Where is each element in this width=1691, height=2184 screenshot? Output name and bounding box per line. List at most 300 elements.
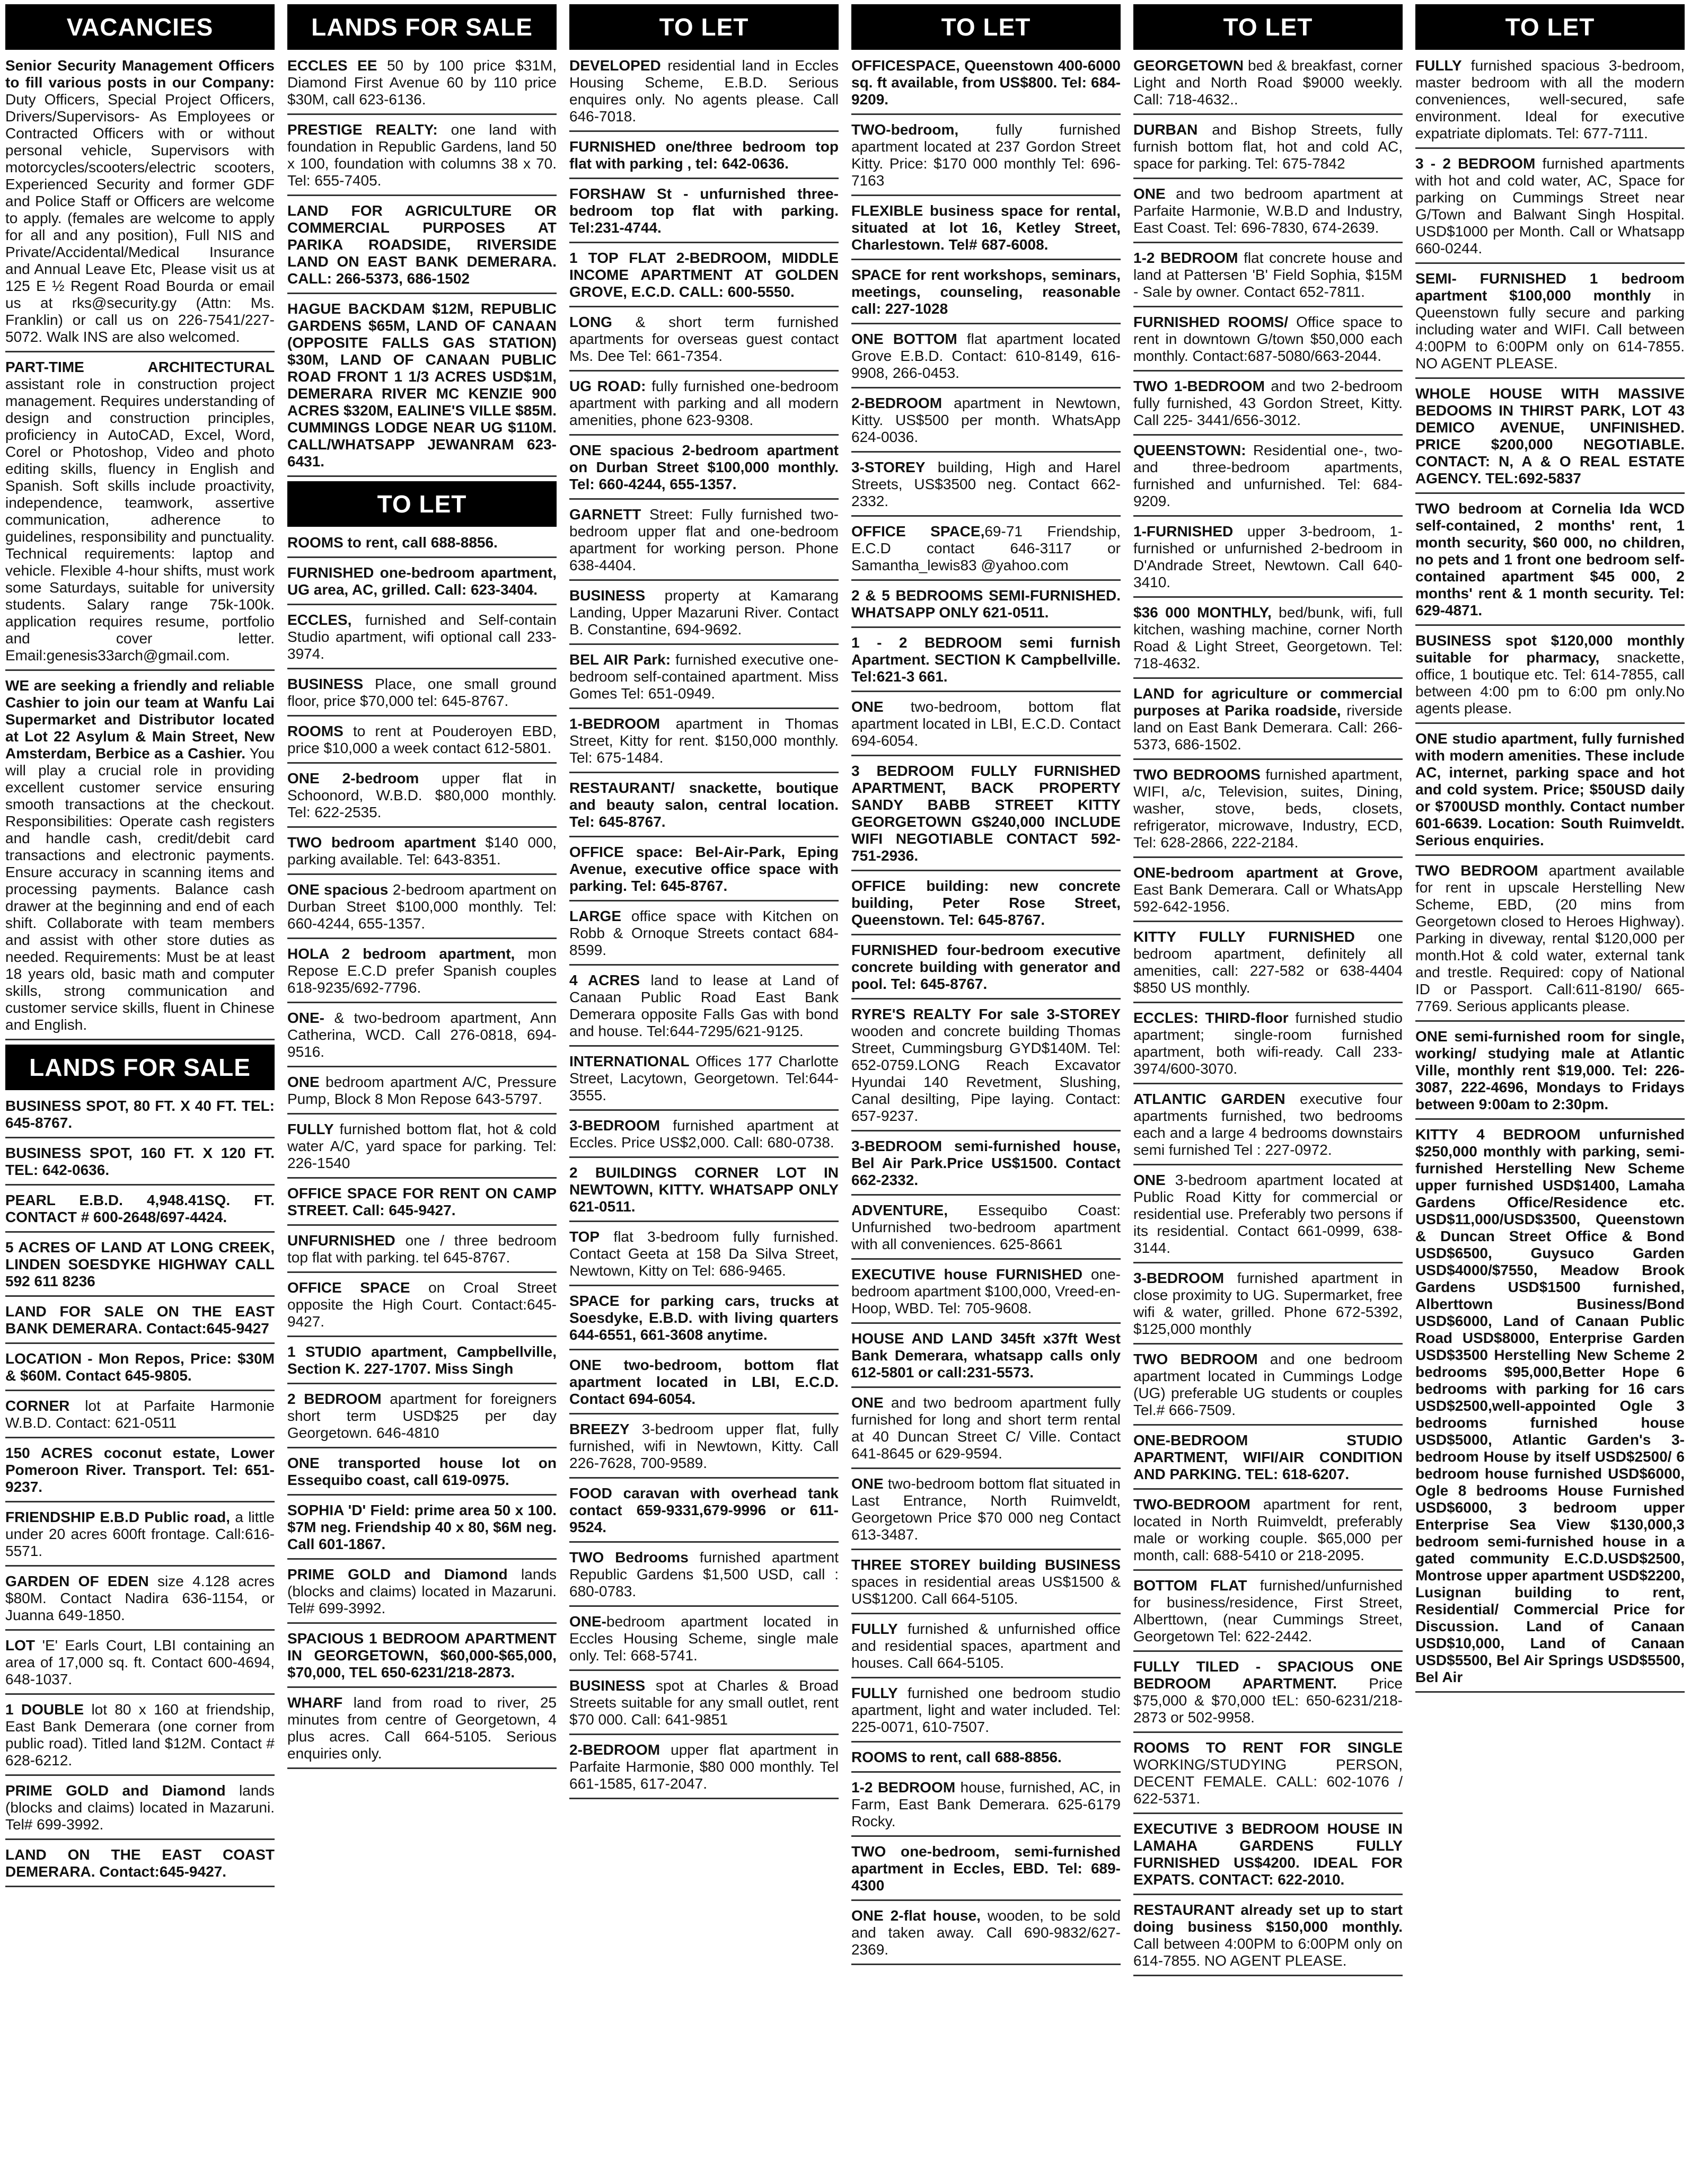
ad-lead: BREEZY: [569, 1421, 630, 1437]
ad-lead: TWO bedroom at Cornelia Ida WCD self-contained, 2 months' rent, 1 month security, $60 000, no children, no pets and 1 front one bedroom self-contained apartment $45 000, 2 months' rent & 1 month security. Tel: 629-4871.: [1415, 500, 1685, 618]
classified-ad: [1133, 183, 1403, 243]
classified-ad: [851, 585, 1121, 628]
ad-lead: HAGUE BACKDAM $12M, REPUBLIC GARDENS $65M, LAND OF CANAAN (OPPOSITE FALLS GAS STATION) $30M, LAND OF CANAAN PUBLIC ROAD FRONT 1 1/3 ACRES USD$1M, DEMERARA RIVER MC KENZIE 900 ACRES $320M, EALINE'S VILLE $85M. CUMMINGS LODGE NEAR UG $110M. CALL/WHATSAPP JEWANRAM 623-6431.: [287, 300, 557, 470]
ad-body: and two bedroom apartment at Parfaite Harmonie, W.B.D and Industry, East Coast. Tel: 696-7830, 674-2639.: [1133, 185, 1403, 236]
ad-body: furnished bottom flat, hot & cold water A/C, yard space for parking. Tel: 226-1540: [287, 1121, 557, 1171]
ad-body: lot at Parfaite Harmonie W.B.D. Contact: 621-0511: [5, 1398, 275, 1431]
ad-lead: 1 - 2 BEDROOM semi furnish Apartment. SECTION K Campbellville. Tel:621-3 661.: [851, 634, 1121, 685]
classified-ad: [1133, 1656, 1403, 1733]
ad-body: on Croal Street opposite the High Court. Contact:645-9427.: [287, 1279, 557, 1330]
classified-ad: [851, 1683, 1121, 1743]
classified-ad: [569, 1355, 839, 1414]
ad-body: bedroom apartment A/C, Pressure Pump, Block 8 Mon Repose 643-5797.: [287, 1074, 557, 1107]
classified-ad: [1133, 55, 1403, 115]
ad-lead: 2-BEDROOM: [851, 395, 943, 411]
classified-ad: [851, 393, 1121, 453]
ad-lead: TWO-BEDROOM: [1133, 1496, 1250, 1513]
column-5: [1133, 4, 1403, 2180]
ad-lead: ONE: [851, 698, 884, 715]
ad-lead: OFFICESPACE, Queenstown 400-6000 sq. ft available, from US$800. Tel: 684-9209.: [851, 57, 1121, 108]
ad-lead: OFFICE space: Bel-Air-Park, Eping Avenue, executive office space with parking. Tel: 645-8767.: [569, 844, 839, 894]
classified-ad: [287, 609, 557, 669]
classified-ad: [1415, 268, 1685, 379]
ad-lead: GARNETT: [569, 506, 641, 523]
classified-ad: [851, 457, 1121, 517]
ad-body: apartment for rent, located in North Ruimveldt, preferably male or working couple. $65,000 per month, call: 688-5410 or 218-2095.: [1133, 1496, 1403, 1563]
ad-body: fully furnished one-bedroom apartment with parking and all modern amenities, phone 623-9308.: [569, 378, 839, 428]
ad-body: & two-bedroom apartment, Ann Catherina, WCD. Call 276-0818, 694-9516.: [287, 1010, 557, 1060]
classified-ad: [569, 440, 839, 500]
ad-body: assistant role in construction project management. Requires understanding of design and construction principles, proficiency in AutoCAD, Excel, Word, Corel or Photoshop, Video and photo editing skills, fluency in English and Spanish. Soft skills include proactivity, independence, teamwork, assertive communication, adherence to guidelines, responsibility and punctuality. Technical requirements: laptop and vehicle. Flexible 4-hour shifts, must work some Saturdays, suitable for university students. Salary range 75k-100k. application requires resume, portfolio and cover letter. Email:genesis33arch@gmail.com.: [5, 376, 275, 664]
ad-lead: ONE: [851, 1475, 884, 1492]
ad-lead: $36 000 MONTHLY,: [1133, 604, 1272, 621]
ad-lead: ATLANTIC GARDEN: [1133, 1091, 1285, 1107]
classified-ad: [287, 119, 557, 196]
ad-lead: FULLY: [851, 1685, 898, 1701]
ad-lead: FURNISHED one/three bedroom top flat with parking , tel: 642-0636.: [569, 138, 839, 172]
classified-ad: [1133, 764, 1403, 858]
classified-ad: [5, 1635, 275, 1695]
ad-body: Place, one small ground floor, price $70,000 tel: 645-8767.: [287, 676, 557, 709]
ad-body: apartment available for rent in upscale Herstelling New Scheme, EBD, (20 mins from Georgetown closed to Heroes Highway). Parking in diveway, rental $120,000 per month.Hot & cold water, external tank and trestle. Required: copy of National ID or Passport. Call:611-8190/ 665-7769. Serious applicants please.: [1415, 862, 1685, 1014]
classified-ad: [1133, 1430, 1403, 1490]
classified-ad: [1133, 521, 1403, 598]
ad-lead: ONE: [1133, 1172, 1166, 1188]
classified-ad: [287, 298, 557, 477]
ad-lead: 1-BEDROOM: [569, 715, 660, 732]
ad-lead: 1 STUDIO apartment, Campbellville, Section K. 227-1707. Miss Singh: [287, 1343, 557, 1377]
section-header: TO LET: [569, 4, 839, 50]
ad-lead: BEL AIR Park:: [569, 651, 671, 668]
ad-body: and one bedroom apartment located in Cummings Lodge (UG) preferable UG students or couples Tel.# 666-7509.: [1133, 1351, 1403, 1418]
ad-lead: 3-STOREY: [851, 459, 926, 475]
classified-ad: [287, 879, 557, 939]
ad-lead: 1 TOP FLAT 2-BEDROOM, MIDDLE INCOME APARTMENT AT GOLDEN GROVE, E.C.D. CALL: 600-5550.: [569, 250, 839, 300]
ad-lead: SOPHIA 'D' Field: prime area 50 x 100. $7M neg. Friendship 40 x 80, $6M neg. Call 601-1867.: [287, 1502, 557, 1552]
ad-lead: LAND FOR SALE ON THE EAST BANK DEMERARA. Contact:645-9427: [5, 1303, 275, 1337]
ad-lead: ONE 2-bedroom: [287, 770, 419, 786]
classified-ad: [851, 1841, 1121, 1901]
classified-ad: [287, 832, 557, 875]
classified-ad: [851, 264, 1121, 324]
ad-body: East Bank Demerara. Call or WhatsApp 592-642-1956.: [1133, 881, 1403, 915]
ad-lead: EXECUTIVE 3 BEDROOM HOUSE IN LAMAHA GARDENS FULLY FURNISHED US$4200. IDEAL FOR EXPATS. CONTACT: 622-2010.: [1133, 1820, 1403, 1888]
ad-lead: PART-TIME ARCHITECTURAL: [5, 359, 275, 375]
ad-body: in Queenstown fully secure and parking including water and WIFI. Call between 4:00PM to 6:00PM only on 614-7855. NO AGENT PLEASE.: [1415, 287, 1685, 372]
ad-body: mon Repose E.C.D prefer Spanish couples 618-9235/692-7796.: [287, 945, 557, 996]
ad-lead: SPACE for rent workshops, seminars, meetings, counseling, reasonable call: 227-1028: [851, 267, 1121, 317]
classified-ad: [569, 713, 839, 773]
ad-lead: FURNISHED one-bedroom apartment, UG area, AC, grilled. Call: 623-3404.: [287, 564, 557, 598]
classified-ad: [851, 55, 1121, 115]
ad-body: 'E' Earls Court, LBI containing an area of 17,000 sq. ft. Contact 600-4694, 648-1037.: [5, 1637, 275, 1687]
ad-lead: ECCLES,: [287, 612, 352, 628]
ad-body: furnished one bedroom studio apartment, light and water included. Tel: 225-0071, 610-7507.: [851, 1685, 1121, 1735]
ad-lead: ROOMS to rent, call 688-8856.: [287, 534, 498, 551]
ad-body: building, High and Harel Streets, US$3500 neg. Contact 662-2332.: [851, 459, 1121, 509]
ad-lead: 1-2 BEDROOM: [1133, 250, 1238, 266]
classified-ad: [1415, 153, 1685, 264]
ad-lead: QUEENSTOWN:: [1133, 442, 1246, 458]
ad-body: flat 3-bedroom fully furnished. Contact Geeta at 158 Da Silva Street, Newtown, Kitty on Tel: 686-9465.: [569, 1228, 839, 1279]
section-header: LANDS FOR SALE: [5, 1045, 275, 1090]
ad-lead: LONG: [569, 314, 612, 330]
ad-lead: LARGE: [569, 908, 621, 924]
ad-body: lot 80 x 160 at friendship, East Bank Demerara (one corner from public road). Titled land $12M. Contact # 628-6212.: [5, 1701, 275, 1769]
classified-ad: [5, 357, 275, 671]
ad-body: flat apartment located Grove E.B.D. Contact: 610-8149, 616-9908, 266-0453.: [851, 331, 1121, 381]
classified-ad: [287, 1119, 557, 1179]
ad-lead: 3-BEDROOM: [1133, 1270, 1225, 1286]
ad-lead: LAND FOR AGRICULTURE OR COMMERCIAL PURPOSES AT PARIKA ROADSIDE, RIVERSIDE LAND ON EAST BANK DEMERARA. CALL: 266-5373, 686-1502: [287, 202, 557, 287]
ad-body: wooden and concrete building Thomas Street, Cummingsburg GYD$140M. Tel: 652-0759.LONG Reach Excavator Hyundai 140 Revetment, Slushing, Canal desilting, Pipe laying. Contact: 657-9237.: [851, 1023, 1121, 1124]
ad-lead: LOCATION - Mon Repos, Price: $30M & $60M. Contact 645-9805.: [5, 1350, 275, 1384]
classified-ad: [5, 1095, 275, 1138]
ad-lead: SEMI- FURNISHED 1 bedroom apartment $100,000 monthly: [1415, 270, 1685, 304]
ad-lead: GEORGETOWN: [1133, 57, 1244, 74]
ad-lead: TWO BEDROOM: [1133, 1351, 1258, 1367]
ad-lead: ECCLES: THIRD-floor: [1133, 1010, 1289, 1026]
ad-lead: OFFICE SPACE,: [851, 523, 985, 540]
ad-lead: ONE 2-flat house,: [851, 1907, 981, 1924]
ad-body: to rent at Pouderoyen EBD, price $10,000 a week contact 612-5801.: [287, 723, 557, 756]
ad-lead: WE are seeking a friendly and reliable Cashier to join our team at Wanfu Lai Supermarket and Distributor located at Lot 22 Asylum & Main Street, New Amsterdam, Berbice as a Cashier.: [5, 677, 275, 762]
ad-lead: FURNISHED four-bedroom executive concrete building with generator and pool. Tel: 645-8767.: [851, 942, 1121, 992]
ad-lead: OFFICE SPACE FOR RENT ON CAMP STREET. Call: 645-9427.: [287, 1185, 557, 1218]
ad-body: fully furnished apartment located at 237 Gordon Street Kitty. Price: $170 000 monthly Tel: 696-7163: [851, 121, 1121, 189]
classified-ad: [851, 876, 1121, 935]
classified-ad: [287, 943, 557, 1003]
classified-ad: [851, 1004, 1121, 1131]
classified-ad: [851, 1777, 1121, 1837]
classified-ad: [569, 1162, 839, 1222]
ad-lead: TWO-bedroom,: [851, 121, 959, 138]
ad-body: apartment in Thomas Street, Kitty for rent. $150,000 monthly. Tel: 675-1484.: [569, 715, 839, 766]
ad-lead: SPACE for parking cars, trucks at Soesdyke, E.B.D. with living quarters 644-6551, 661-3608 anytime.: [569, 1293, 839, 1343]
classified-ad: [569, 970, 839, 1047]
ad-lead: FULLY: [287, 1121, 334, 1137]
classified-ad: [851, 521, 1121, 581]
classified-ad: [851, 696, 1121, 756]
classified-ad: [851, 1392, 1121, 1469]
classified-ad: [1133, 1268, 1403, 1345]
classified-ad: [1133, 862, 1403, 922]
classified-ad: [851, 1200, 1121, 1260]
ad-body: furnished and Self-contain Studio apartment, wifi optional call 233-3974.: [287, 612, 557, 662]
classified-ad: [1415, 728, 1685, 856]
ad-lead: ECCLES EE: [287, 57, 377, 74]
ad-lead: FLEXIBLE business space for rental, situated at lot 16, Ketley Street, Charlestown. Tel# 687-6008.: [851, 202, 1121, 253]
classified-ad: [569, 1675, 839, 1735]
ad-body: 69-71 Friendship, E.C.D contact 646-3117 or Samantha_lewis83 @yahoo.com: [851, 523, 1121, 573]
classified-ad: [851, 632, 1121, 692]
ad-body: and Bishop Streets, fully furnish bottom flat, hot and cold AC, space for parking. Tel: 675-7842: [1133, 121, 1403, 172]
ad-body: office space with Kitchen on Robb & Ornoque Streets contact 684-8599.: [569, 908, 839, 958]
ad-lead: TWO one-bedroom, semi-furnished apartment in Eccles, EBD. Tel: 689-4300: [851, 1843, 1121, 1894]
classified-ad: [1133, 1575, 1403, 1652]
ad-lead: ONE-: [569, 1613, 606, 1630]
ad-lead: RESTAURANT already set up to start doing business $150,000 monthly.: [1133, 1902, 1403, 1935]
classified-ad: [569, 312, 839, 372]
ad-lead: FULLY: [1415, 57, 1462, 74]
ad-lead: RESTAURANT/ snackette, boutique and beauty salon, central location. Tel: 645-8767.: [569, 780, 839, 830]
ad-lead: INTERNATIONAL: [569, 1053, 690, 1069]
section-header: TO LET: [1415, 4, 1685, 50]
ad-lead: BUSINESS: [569, 587, 646, 604]
ad-lead: ONE: [851, 1394, 884, 1411]
classified-ad: [569, 1226, 839, 1286]
ad-lead: LAND for agriculture or commercial purposes at Parika roadside,: [1133, 685, 1403, 719]
classified-ad: [1133, 1170, 1403, 1263]
ad-lead: EXECUTIVE house FURNISHED: [851, 1266, 1083, 1283]
ad-lead: PRIME GOLD and Diamond: [5, 1782, 226, 1799]
ad-lead: ONE spacious 2-bedroom apartment on Durban Street $100,000 monthly. Tel: 660-4244, 655-1357.: [569, 442, 839, 492]
ad-lead: TWO BEDROOM: [1415, 862, 1538, 879]
classified-ad: [5, 1143, 275, 1186]
ad-body: furnished studio apartment; single-room furnished apartment, both wifi-ready. Call 233-3974/600-3070.: [1133, 1010, 1403, 1077]
ad-body: one / three bedroom top flat with parking. tel 645-8767.: [287, 1232, 557, 1266]
ad-lead: TWO Bedrooms: [569, 1549, 689, 1566]
classified-ad: [569, 1611, 839, 1671]
ad-body: land to lease at Land of Canaan Public Road East Bank Demerara opposite Falls Gas with bond and house. Tel:644-7295/621-9125.: [569, 972, 839, 1039]
ad-body: furnished/unfurnished for business/residence, First Street, Alberttown, (near Cummings Street, Georgetown Tel: 622-2442.: [1133, 1577, 1403, 1644]
ad-body: spaces in residential areas US$1500 & US$1200. Call 664-5105.: [851, 1573, 1121, 1607]
ad-lead: ROOMS to rent, call 688-8856.: [851, 1749, 1062, 1765]
classified-ad: [569, 842, 839, 901]
classified-ad: [5, 1507, 275, 1567]
ad-lead: ONE: [1133, 185, 1166, 202]
classified-ad: [5, 1301, 275, 1344]
ad-body: furnished apartment at Eccles. Price US$2,000. Call: 680-0738.: [569, 1117, 839, 1151]
ad-lead: DEVELOPED: [569, 57, 661, 74]
classified-ad: [5, 1571, 275, 1631]
ad-lead: PRESTIGE REALTY:: [287, 121, 438, 138]
classified-ad: [1133, 247, 1403, 307]
classified-ad: [569, 1051, 839, 1111]
ad-body: land from road to river, 25 minutes from centre of Georgetown, 4 plus acres. Call 664-5105. Serious enquiries only.: [287, 1694, 557, 1762]
classified-ad: [569, 136, 839, 179]
ad-lead: KITTY FULLY FURNISHED: [1133, 929, 1355, 945]
classified-ad: [5, 1237, 275, 1297]
classified-ad: [5, 1844, 275, 1887]
ad-lead: KITTY 4 BEDROOM unfurnished $250,000 monthly with parking, semi-furnished Herstelling New Scheme upper furnished USD$1400, Lamaha Gardens Office/Residence etc. USD$11,000/USD$3500, Queenstown & Duncan Street Office & Bond USD$6500, Guysuco Garden USD$4000/$7550, Meadow Brook Gardens USD$1500 furnished, Alberttown Business/Bond USD$6000, Land of Canaan Public Road USD$8000, Enterprise Garden USD$3500 Herstelling New Scheme 2 bedrooms $95,000,Better Hope 6 bedrooms with parking for 16 cars USD$2500,well-appointed Ogle 3 bedrooms furnished house USD$5000, Atlantic Garden's 3-bedroom House by itself USD$2500/ 6 bedroom house furnished USD$6000, Ogle 8 bedrooms House Furnished USD$6000, 3 bedroom upper Enterprise Sea View $130,000,3 bedroom semi-furnished house in a gated community E.C.D.USD$2500, Montrose upper apartment USD$2200, Lusignan building to rent, Residential/ Commercial Price for Discussion. Land of Canaan USD$10,000, Land of Canaan USD$5500, Bel Air Springs USD$5500, Bel Air: [1415, 1126, 1685, 1685]
classified-ad: [287, 1341, 557, 1384]
ad-lead: FOOD caravan with overhead tank contact 659-9331,679-9996 or 611-9524.: [569, 1485, 839, 1535]
ad-body: snackette, office, 1 boutique etc. Tel: 614-7855, call between 4:00 pm to 6:00 pm only.No agents please.: [1415, 649, 1685, 717]
ad-body: 50 by 100 price $31M, Diamond First Avenue 60 by 110 price $30M, call 623-6136.: [287, 57, 557, 108]
classified-ad: [1415, 1124, 1685, 1693]
ad-body: furnished apartment Republic Gardens $1,500 USD, call : 680-0783.: [569, 1549, 839, 1599]
classified-ad: [287, 674, 557, 717]
classified-ad: [851, 1328, 1121, 1388]
ad-body: size 4.128 acres $80M. Contact Nadira 636-1154, or Juanna 649-1850.: [5, 1573, 275, 1623]
ad-lead: LAND ON THE EAST COAST DEMERARA. Contact:645-9427.: [5, 1846, 275, 1880]
classified-ad: [851, 1473, 1121, 1550]
ad-lead: HOLA 2 bedroom apartment,: [287, 945, 515, 962]
ad-body: Residential one-, two- and three-bedroom apartments, furnished and unfurnished. Tel: 684-9209.: [1133, 442, 1403, 509]
ad-body: upper 3-bedroom, 1-furnished or unfurnished 2-bedroom in D'Andrade Street, Newtown. Call 640-3410.: [1133, 523, 1403, 590]
classified-ad: [287, 1230, 557, 1273]
classified-ad: [1415, 1026, 1685, 1120]
ad-lead: 1-FURNISHED: [1133, 523, 1234, 540]
classified-ad: [1133, 119, 1403, 179]
classified-ad: [1133, 1737, 1403, 1814]
classified-ad: [287, 1628, 557, 1688]
section-header: TO LET: [851, 4, 1121, 50]
ad-lead: UG ROAD:: [569, 378, 646, 394]
ad-lead: 2 & 5 BEDROOMS SEMI-FURNISHED. WHATSAPP ONLY 621-0511.: [851, 587, 1121, 621]
classified-ad: [569, 376, 839, 436]
ad-body: house, furnished, AC, in Farm, East Bank Demerara. 625-6179 Rocky.: [851, 1779, 1121, 1829]
ad-body: Offices 177 Charlotte Street, Lacytown, Georgetown. Tel:644-3555.: [569, 1053, 839, 1103]
classified-ad: [569, 1115, 839, 1158]
ad-lead: OFFICE SPACE: [287, 1279, 410, 1296]
ad-lead: PRIME GOLD and Diamond: [287, 1566, 508, 1582]
ad-lead: 2-BEDROOM: [569, 1741, 660, 1758]
classified-ad: [287, 532, 557, 558]
ad-body: furnished spacious 3-bedroom, master bedroom with all the modern conveniences, well-secured, safe environment. Ideal for executive expatriate diplomats. Tel: 677-7111.: [1415, 57, 1685, 142]
ad-lead: FULLY TILED - SPACIOUS ONE BEDROOM APARTMENT.: [1133, 1658, 1403, 1692]
classified-ad: [287, 1007, 557, 1067]
ad-body: apartment for foreigners short term USD$25 per day Georgetown. 646-4810: [287, 1391, 557, 1441]
classified-ad: [569, 1547, 839, 1607]
ad-lead: LOT: [5, 1637, 35, 1654]
ad-lead: BUSINESS SPOT, 160 FT. X 120 FT. TEL: 642-0636.: [5, 1145, 275, 1178]
classified-ad: [569, 504, 839, 581]
ad-lead: 3 BEDROOM FULLY FURNISHED APARTMENT, BACK PROPERTY SANDY BABB STREET KITTY GEORGETOWN G$240,000 INCLUDE WIFI NEGOTIABLE CONTACT 592-751-2936.: [851, 763, 1121, 864]
ad-lead: ROOMS: [287, 723, 344, 739]
classified-ad: [851, 119, 1121, 196]
ad-lead: WHARF: [287, 1694, 343, 1711]
classified-ad: [851, 329, 1121, 388]
ad-lead: 2 BEDROOM: [287, 1391, 382, 1407]
ad-lead: SPACIOUS 1 BEDROOM APARTMENT IN GEORGETOWN, $60,000-$65,000, $70,000, TEL 650-6231/218-2873.: [287, 1630, 557, 1681]
ad-lead: 1-2 BEDROOM: [851, 1779, 956, 1796]
classified-ad: [851, 1905, 1121, 1965]
ad-lead: FORSHAW St - unfurnished three-bedroom top flat with parking. Tel:231-4744.: [569, 185, 839, 236]
classified-ad: [569, 1739, 839, 1799]
classified-ad: [287, 1389, 557, 1448]
classified-ad: [569, 55, 839, 132]
classified-ad: [569, 1419, 839, 1479]
ad-body: a little under 20 acres 600ft frontage. Call:616-5571.: [5, 1509, 275, 1559]
ad-lead: ROOMS TO RENT FOR SINGLE: [1133, 1739, 1403, 1756]
classified-ad: [287, 55, 557, 115]
ad-body: 3-bedroom apartment located at Public Road Kitty for commercial or residential use. Preferably two persons if its residential. Contact 661-0999, 638-3144.: [1133, 1172, 1403, 1256]
classified-ad: [5, 1190, 275, 1233]
ad-lead: TWO 1-BEDROOM: [1133, 378, 1265, 394]
classified-ad: [5, 1780, 275, 1840]
classified-ad: [1133, 1349, 1403, 1426]
ad-body: furnished & unfurnished office and residential spaces, apartment and houses. Call 664-5105.: [851, 1621, 1121, 1671]
ad-lead: BUSINESS: [287, 676, 364, 692]
ad-body: $140 000, parking available. Tel: 643-8351.: [287, 834, 557, 868]
classified-ad: [1415, 860, 1685, 1022]
ad-body: Call between 4:00PM to 6:00PM only on 614-7855. NO AGENT PLEASE.: [1133, 1935, 1403, 1969]
classified-ad: [851, 940, 1121, 1000]
ad-lead: 4 ACRES: [569, 972, 640, 988]
ad-lead: FULLY: [851, 1621, 898, 1637]
ad-lead: RYRE'S REALTY For sale 3-STOREY: [851, 1006, 1121, 1022]
ad-body: furnished apartment in close proximity to UG. Supermarket, free wifi & water, grilled. Phone 672-5392, $125,000 monthly: [1133, 1270, 1403, 1337]
ad-body: upper flat in Schoonord, W.B.D. $80,000 monthly. Tel: 622-2535.: [287, 770, 557, 820]
ad-body: 3-bedroom upper flat, fully furnished, wifi in Newtown, Kitty. Call 226-7628, 700-9589.: [569, 1421, 839, 1471]
column-6: [1415, 4, 1685, 2180]
ad-body: one-bedroom apartment $100,000, Vreed-en-Hoop, WBD. Tel: 705-9608.: [851, 1266, 1121, 1316]
classified-ad: [1133, 1818, 1403, 1895]
classified-ad: [851, 1136, 1121, 1196]
ad-lead: BUSINESS spot $120,000 monthly suitable for pharmacy,: [1415, 632, 1685, 666]
classified-ad: [287, 1277, 557, 1337]
ad-lead: Senior Security Management Officers to fill various posts in our Company:: [5, 57, 275, 91]
ad-lead: TWO bedroom apartment: [287, 834, 476, 851]
ad-body: apartment in Newtown, Kitty. US$500 per month. WhatsApp 624-0036.: [851, 395, 1121, 445]
ad-lead: DURBAN: [1133, 121, 1198, 138]
classified-ad: [287, 1564, 557, 1624]
classified-ad: [287, 562, 557, 605]
ad-lead: BUSINESS SPOT, 80 FT. X 40 FT. TEL: 645-8767.: [5, 1098, 275, 1131]
classified-ad: [287, 1072, 557, 1115]
ad-lead: ONE: [287, 1074, 320, 1090]
ad-lead: ADVENTURE,: [851, 1202, 948, 1218]
classified-ad: [569, 1290, 839, 1350]
column-2: [287, 4, 557, 2180]
classified-ad: [1133, 1494, 1403, 1571]
ad-body: and two bedroom apartment fully furnished for long and short term rental at 40 Duncan Street C/ Ville. Contact 641-8645 or 629-9594.: [851, 1394, 1121, 1462]
classified-ad: [1415, 383, 1685, 494]
classified-ad: [5, 1699, 275, 1776]
classified-ad: [1133, 440, 1403, 517]
classified-ad: [5, 55, 275, 352]
classified-ad: [569, 1483, 839, 1543]
classified-ad: [287, 1183, 557, 1226]
classified-ad: [851, 1554, 1121, 1614]
ad-body: wooden, to be sold and taken away. Call 690-9832/627-2369.: [851, 1907, 1121, 1958]
classified-ad: [1133, 376, 1403, 436]
ad-body: Office space to rent in downtown G/town $50,000 each monthly. Contact:687-5080/663-2044.: [1133, 314, 1403, 364]
classified-ad: [569, 906, 839, 966]
classifieds-page: [5, 4, 1686, 2180]
classified-ad: [5, 1348, 275, 1391]
classified-ad: [1133, 926, 1403, 1003]
ad-lead: OFFICE building: new concrete building, Peter Rose Street, Queenstown. Tel: 645-8767.: [851, 878, 1121, 928]
ad-body: You will play a crucial role in providing excellent customer service ensuring smooth transactions at the checkout. Responsibilities: Operate cash registers and handle cash, credit/debit card transactions and electronic payments. Ensure accuracy in scanning items and processing payments. Balance cash drawer at the beginning and end of each shift. Collaborate with team members and assist with other store duties as needed. Requirements: Must be at least 18 years old, basic math and computer skills, strong communication and customer service skills, fluent in Chinese and English.: [5, 745, 275, 1033]
ad-lead: FURNISHED ROOMS/: [1133, 314, 1288, 330]
classified-ad: [287, 1453, 557, 1496]
ad-lead: 2 BUILDINGS CORNER LOT IN NEWTOWN, KITTY. WHATSAPP ONLY 621-0511.: [569, 1164, 839, 1215]
classified-ad: [1133, 602, 1403, 679]
classified-ad: [851, 1747, 1121, 1773]
section-header: TO LET: [1133, 4, 1403, 50]
ad-lead: BUSINESS: [569, 1677, 646, 1694]
classified-ad: [1133, 683, 1403, 760]
ad-body: one land with foundation in Republic Gardens, land 50 x 100, foundation with columns 38 x 70. Tel: 655-7405.: [287, 121, 557, 189]
ad-body: two-bedroom, bottom flat apartment located in LBI, E.C.D. Contact 694-6054.: [851, 698, 1121, 749]
ad-body: upper flat apartment in Parfaite Harmonie, $80 000 monthly. Tel 661-1585, 617-2047.: [569, 1741, 839, 1792]
ad-lead: CORNER: [5, 1398, 70, 1414]
ad-lead: 3 - 2 BEDROOM: [1415, 155, 1536, 172]
section-header: VACANCIES: [5, 4, 275, 50]
classified-ad: [287, 768, 557, 828]
classified-ad: [5, 1443, 275, 1502]
classified-ad: [851, 1619, 1121, 1678]
classified-ad: [851, 761, 1121, 871]
ad-body: & short term furnished apartments for overseas guest contact Ms. Dee Tel: 661-7354.: [569, 314, 839, 364]
ad-lead: HOUSE AND LAND 345ft x37ft West Bank Demerara, whatsapp calls only 612-5801 or call:231-5573.: [851, 1330, 1121, 1381]
ad-lead: ONE BOTTOM: [851, 331, 957, 347]
classified-ad: [287, 1500, 557, 1560]
ad-lead: 1 DOUBLE: [5, 1701, 84, 1718]
